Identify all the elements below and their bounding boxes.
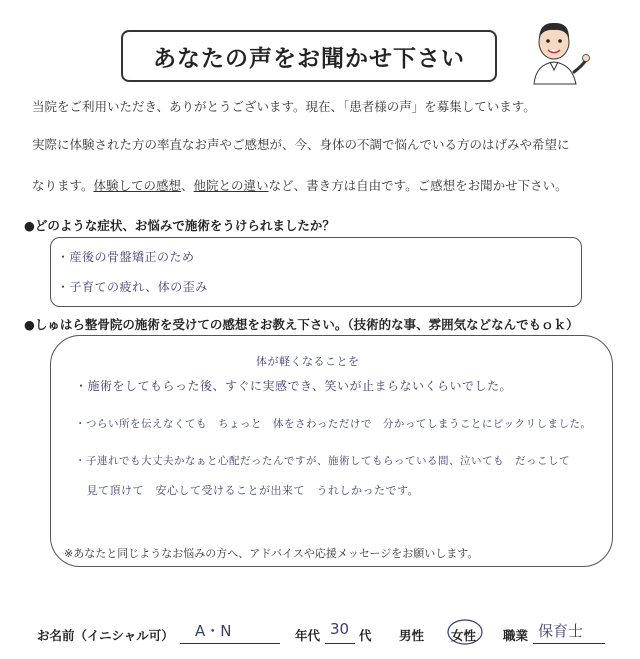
question-2-answer-box <box>50 335 613 567</box>
handwritten-answer-line: ・つらい所を伝えなくても ちょっと 体をさわっただけで 分かってしまうことにビックリしました。 <box>75 418 592 430</box>
intro-underline-difference: 他院との違い <box>193 178 269 193</box>
advice-note: ※あなたと同じようなお悩みの方へ、アドバイスや応援メッセージをお願いします。 <box>64 547 479 560</box>
handwritten-answer-line: ・子連れでも大丈夫かなぁと心配だったんですが、施術してもらっている間、泣いても だっこして <box>75 455 570 467</box>
age-suffix: 代 <box>359 628 372 643</box>
age-label: 年代 <box>295 628 321 643</box>
handwritten-answer: ・産後の骨盤矯正のため <box>57 250 195 264</box>
intro-line-1: 当院をご利用いただき、ありがとうございます。現在、「患者様の声」を募集しています。 <box>32 99 536 114</box>
occupation-underline <box>533 643 605 644</box>
handwritten-answer-line: 見て頂けて 安心して受けることが出来て うれしかったです。 <box>75 484 420 497</box>
intro-line-3-c: 、 <box>181 178 194 193</box>
name-underline <box>180 643 280 644</box>
handwritten-answer-line: ・施術をしてもらった後、すぐに実感でき、笑いが止まらないくらいでした。 <box>75 379 513 393</box>
name-label: お名前（イニシャル可） <box>37 628 174 643</box>
intro-line-3-a: なります。 <box>32 178 94 193</box>
name-value: A・N <box>195 622 232 640</box>
male-option: 男性 <box>399 628 425 643</box>
female-option: 女性 <box>451 628 477 643</box>
occupation-value: 保育士 <box>538 622 584 640</box>
handwritten-answer: ・子育ての疲れ、体の歪み <box>57 280 208 294</box>
doctor-avatar-illustration <box>520 14 592 86</box>
question-2-heading: ●しゅはら整骨院の施術を受けての感想をお教え下さい。（技術的な事、雰囲気などなんでもｏｋ） <box>24 317 579 332</box>
occupation-label: 職業 <box>503 628 529 643</box>
age-value: 30 <box>330 620 350 638</box>
female-circle-mark <box>446 617 484 647</box>
handwritten-insertion: 体が軽くなることを <box>256 355 360 368</box>
age-underline <box>325 643 355 644</box>
intro-underline-experience: 体験しての感想 <box>93 178 182 193</box>
intro-line-3 <box>32 176 632 194</box>
intro-line-2: 実際に体験された方の率直なお声やご感想が、今、身体の不調で悩んでいる方のはげみや希望に <box>32 137 570 152</box>
intro-line-3-e: など、書き方は自由です。ご感想をお聞かせ下さい。 <box>268 178 568 193</box>
question-1-answer-box <box>50 237 582 307</box>
question-1-heading: ●どのような症状、お悩みで施術をうけられましたか？ <box>24 218 335 233</box>
page-title: あなたの声をお聞かせ下さい <box>121 30 497 82</box>
